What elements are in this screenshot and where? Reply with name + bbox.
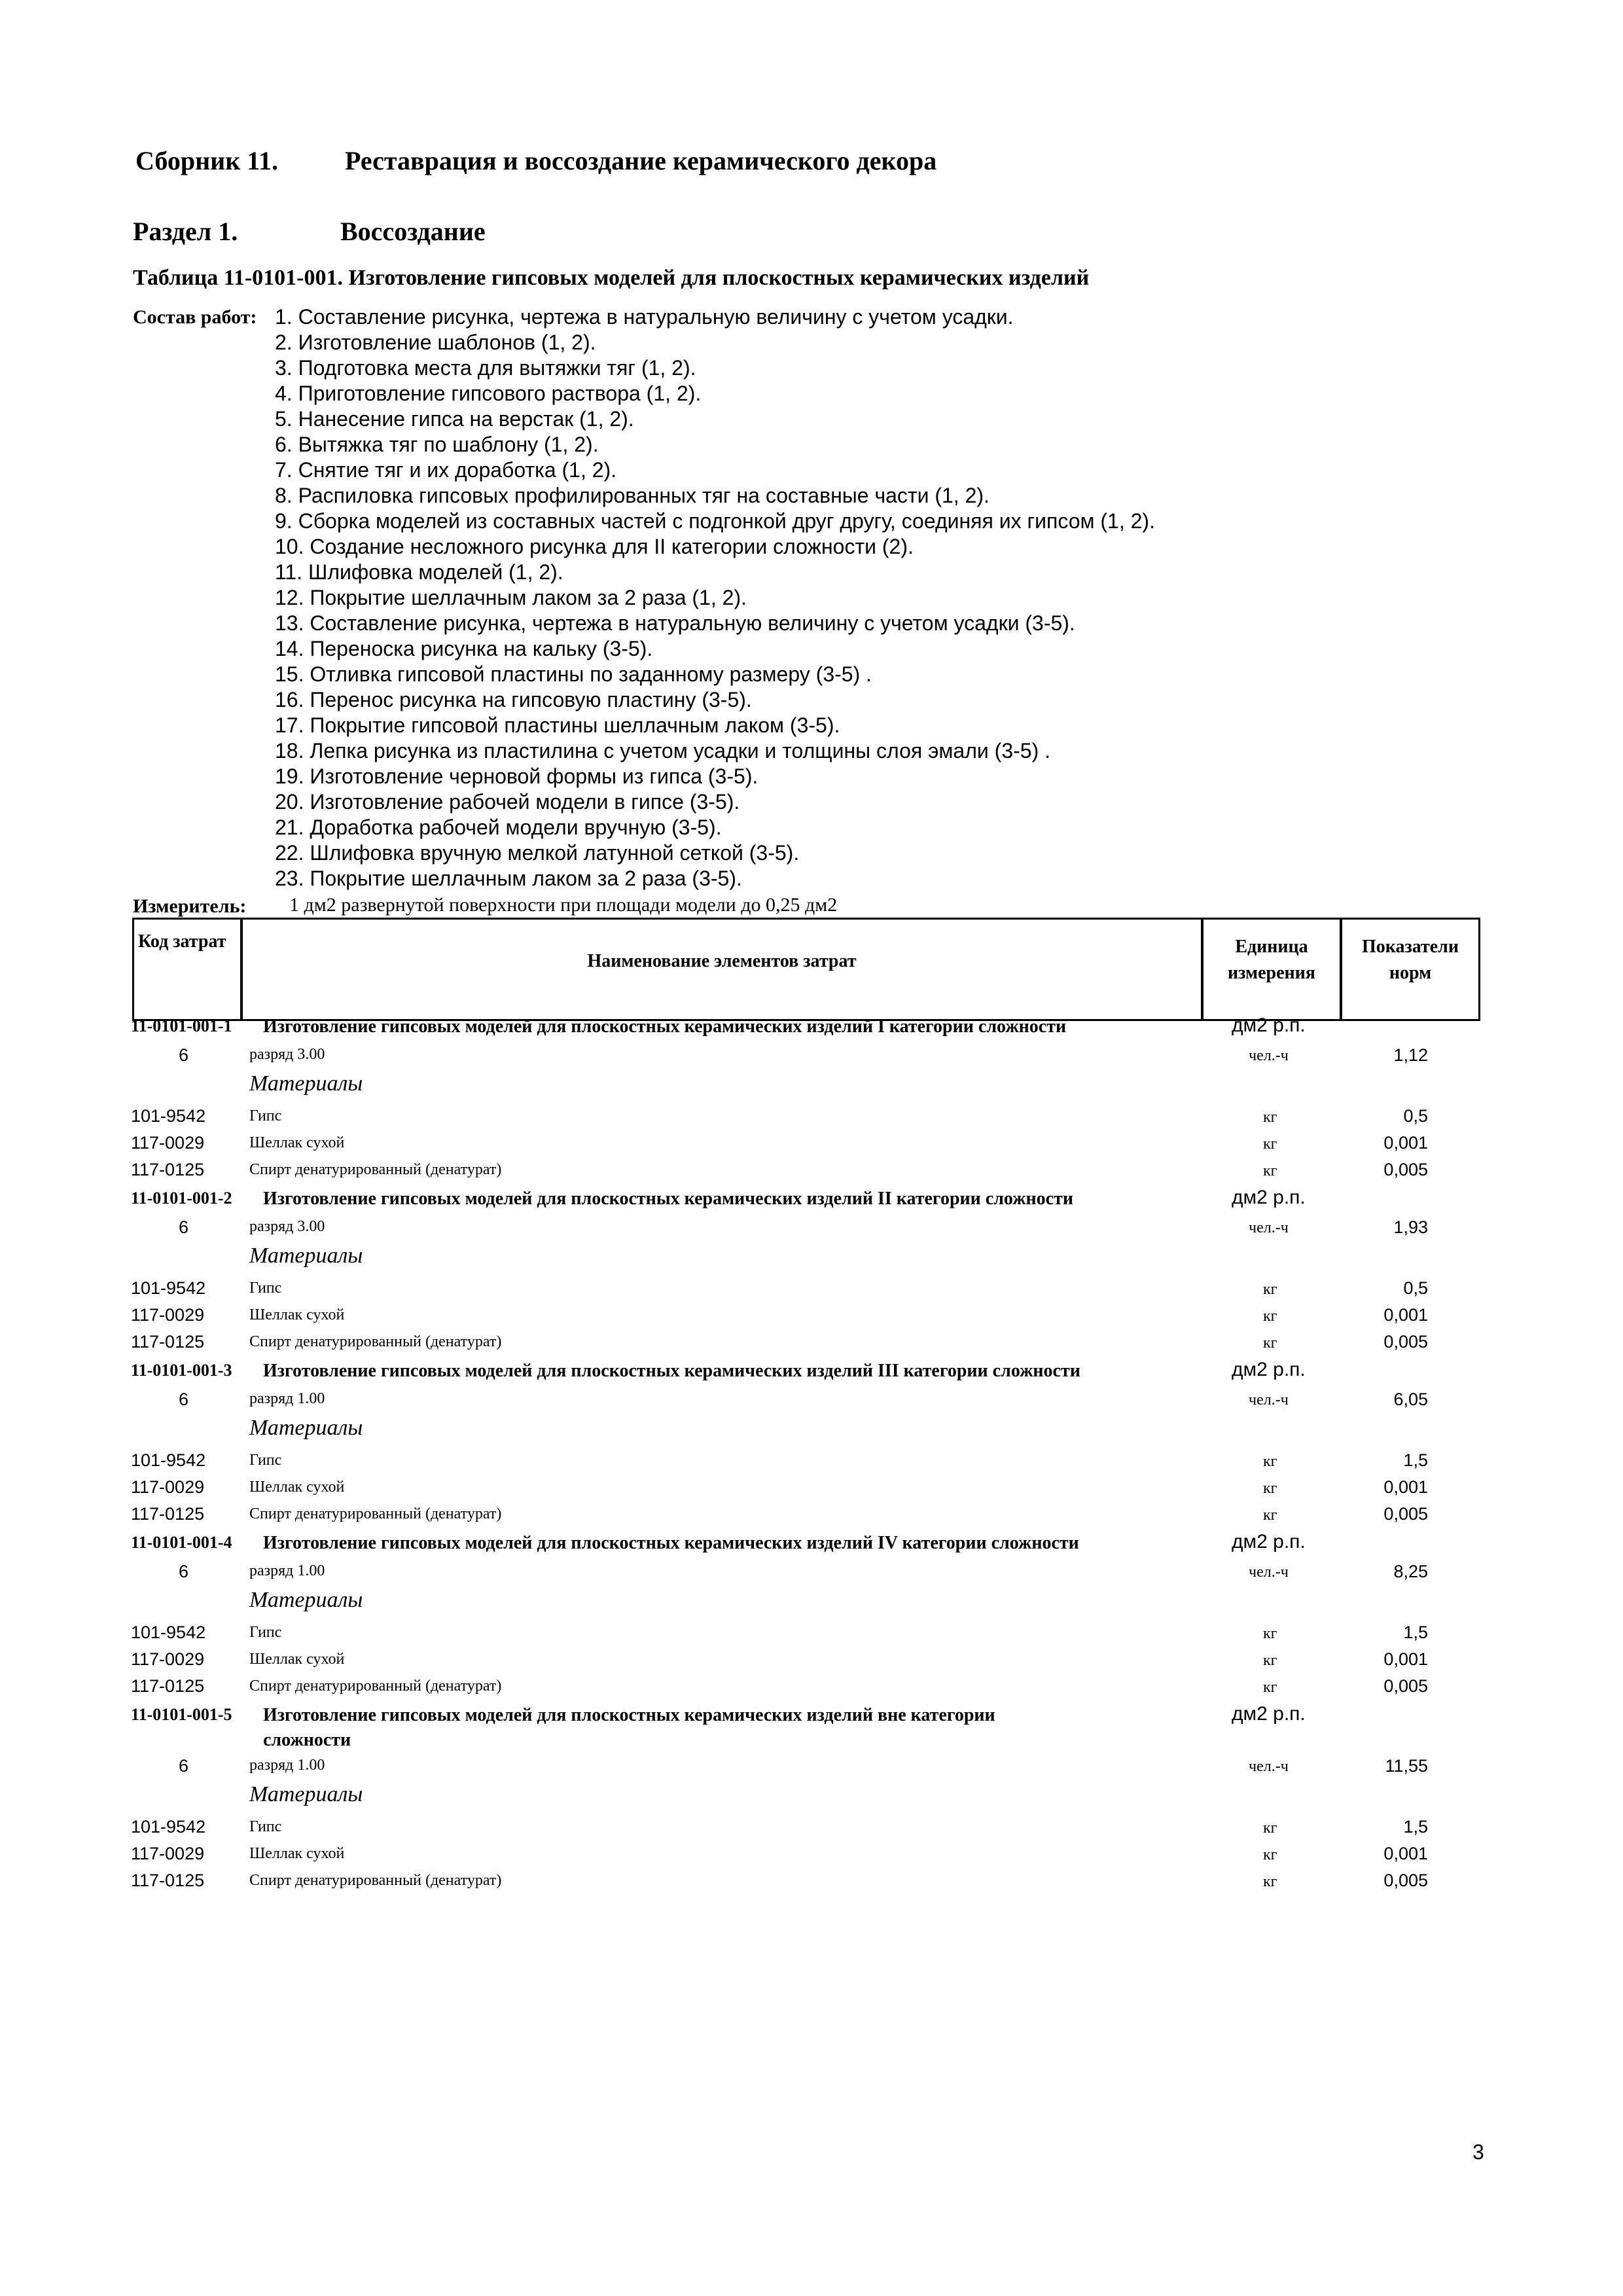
- work-item: 7. Снятие тяг и их доработка (1, 2).: [275, 458, 617, 482]
- labor-name: разряд 3.00: [249, 1046, 325, 1063]
- material-value: 0,001: [1383, 1844, 1428, 1863]
- work-item: 11. Шлифовка моделей (1, 2).: [275, 560, 563, 584]
- material-unit: кг: [1263, 1453, 1277, 1470]
- material-value: 0,005: [1383, 1871, 1428, 1890]
- material-value: 0,005: [1383, 1332, 1428, 1352]
- material-value: 0,005: [1383, 1160, 1428, 1179]
- material-code: 101-9542: [131, 1450, 206, 1470]
- work-item: 20. Изготовление рабочей модели в гипсе (3-5).: [275, 790, 740, 814]
- materials-label: Материалы: [249, 1588, 363, 1612]
- work-item: 6. Вытяжка тяг по шаблону (1, 2).: [275, 433, 599, 456]
- work-item: 4. Приготовление гипсового раствора (1, 2).: [275, 382, 702, 405]
- labor-value: 6,05: [1393, 1390, 1428, 1409]
- header-cell-unit: [1202, 918, 1342, 1021]
- labor-unit: чел.-ч: [1249, 1219, 1289, 1236]
- material-unit: кг: [1263, 1281, 1277, 1298]
- material-name: Шеллак сухой: [249, 1134, 345, 1151]
- material-value: 0,001: [1383, 1477, 1428, 1497]
- labor-name: разряд 1.00: [249, 1757, 325, 1774]
- cost-code: 11-0101-001-1: [131, 1016, 232, 1035]
- work-item: 15. Отливка гипсовой пластины по заданному размеру (3-5) .: [275, 662, 872, 686]
- labor-code: 6: [179, 1562, 189, 1581]
- material-code: 117-0125: [131, 1676, 205, 1696]
- labor-code: 6: [179, 1045, 189, 1065]
- header-cell-code: [132, 918, 242, 1021]
- materials-label: Материалы: [249, 1071, 363, 1096]
- material-value: 1,5: [1403, 1623, 1428, 1642]
- cost-unit: дм2 р.п.: [1232, 1359, 1306, 1380]
- labor-code: 6: [179, 1217, 189, 1237]
- cost-title: Изготовление гипсовых моделей для плоскостных керамических изделий II категории сложности: [263, 1189, 1073, 1209]
- work-item: 1. Составление рисунка, чертежа в натуральную величину с учетом усадки.: [275, 305, 1014, 329]
- labor-value: 1,12: [1393, 1045, 1428, 1065]
- work-item: 9. Сборка моделей из составных частей с подгонкой друг другу, соединяя их гипсом (1, 2).: [275, 509, 1155, 533]
- material-unit: кг: [1263, 1507, 1277, 1524]
- material-name: Гипс: [249, 1280, 282, 1297]
- material-unit: кг: [1263, 1679, 1277, 1696]
- material-unit: кг: [1263, 1480, 1277, 1497]
- material-unit: кг: [1263, 1652, 1277, 1669]
- material-unit: кг: [1263, 1335, 1277, 1352]
- work-item: 2. Изготовление шаблонов (1, 2).: [275, 331, 596, 354]
- header-cell-norm: [1340, 918, 1480, 1021]
- material-unit: кг: [1263, 1625, 1277, 1642]
- cost-unit: дм2 р.п.: [1232, 1187, 1306, 1208]
- material-name: Спирт денатурированный (денатурат): [249, 1333, 502, 1350]
- labor-value: 8,25: [1393, 1562, 1428, 1581]
- work-item: 17. Покрытие гипсовой пластины шеллачным лаком (3-5).: [275, 713, 840, 737]
- labor-unit: чел.-ч: [1249, 1758, 1289, 1775]
- material-value: 1,5: [1403, 1817, 1428, 1837]
- work-item: 21. Доработка рабочей модели вручную (3-5).: [275, 816, 722, 839]
- material-code: 117-0125: [131, 1504, 205, 1524]
- work-item: 8. Распиловка гипсовых профилированных тяг на составные части (1, 2).: [275, 484, 990, 507]
- material-unit: кг: [1263, 1820, 1277, 1837]
- collection-label: Сборник 11.: [135, 146, 279, 175]
- measure-label: Измеритель:: [133, 895, 247, 917]
- material-name: Спирт денатурированный (денатурат): [249, 1161, 502, 1178]
- work-item: 23. Покрытие шеллачным лаком за 2 раза (3-5).: [275, 867, 742, 890]
- work-item: 19. Изготовление черновой формы из гипса (3-5).: [275, 764, 758, 788]
- cost-unit: дм2 р.п.: [1232, 1703, 1306, 1725]
- section-title: Воссоздание: [340, 217, 486, 246]
- work-item: 13. Составление рисунка, чертежа в натуральную величину с учетом усадки (3-5).: [275, 611, 1075, 635]
- header-unit-1: Единица: [1235, 937, 1308, 957]
- cost-title: Изготовление гипсовых моделей для плоскостных керамических изделий I категории сложности: [263, 1016, 1067, 1037]
- material-name: Шеллак сухой: [249, 1306, 345, 1323]
- header-unit-2: измерения: [1228, 963, 1315, 983]
- material-name: Спирт денатурированный (денатурат): [249, 1505, 502, 1522]
- material-code: 101-9542: [131, 1278, 206, 1298]
- material-value: 0,005: [1383, 1676, 1428, 1696]
- material-name: Шеллак сухой: [249, 1651, 345, 1668]
- material-code: 117-0029: [131, 1844, 205, 1863]
- cost-title: Изготовление гипсовых моделей для плоскостных керамических изделий III категории сложности: [263, 1361, 1080, 1381]
- labor-unit: чел.-ч: [1249, 1564, 1289, 1581]
- material-unit: кг: [1263, 1109, 1277, 1126]
- material-value: 0,5: [1403, 1106, 1428, 1126]
- labor-value: 1,93: [1393, 1217, 1428, 1237]
- material-unit: кг: [1263, 1308, 1277, 1325]
- material-value: 0,005: [1383, 1504, 1428, 1524]
- material-unit: кг: [1263, 1162, 1277, 1179]
- labor-code: 6: [179, 1756, 189, 1776]
- material-name: Гипс: [249, 1452, 282, 1469]
- work-item: 18. Лепка рисунка из пластилина с учетом усадки и толщины слоя эмали (3-5) .: [275, 739, 1050, 762]
- work-item: 10. Создание несложного рисунка для II категории сложности (2).: [275, 535, 914, 558]
- collection-title: Реставрация и воссоздание керамического декора: [345, 146, 937, 175]
- material-name: Шеллак сухой: [249, 1479, 345, 1496]
- material-name: Шеллак сухой: [249, 1845, 345, 1862]
- material-code: 117-0125: [131, 1332, 205, 1352]
- cost-unit: дм2 р.п.: [1232, 1531, 1306, 1552]
- table-title: Таблица 11-0101-001. Изготовление гипсовых моделей для плоскостных керамических изделий: [133, 266, 1090, 290]
- material-unit: кг: [1263, 1873, 1277, 1890]
- cost-title: Изготовление гипсовых моделей для плоскостных керамических изделий вне категории: [263, 1705, 995, 1725]
- work-label: Состав работ:: [133, 306, 257, 328]
- cost-code: 11-0101-001-2: [131, 1189, 232, 1208]
- header-norm-2: норм: [1389, 963, 1432, 983]
- header-norm-1: Показатели: [1361, 937, 1459, 957]
- page-number: 3: [1472, 2140, 1484, 2164]
- measure-value: 1 дм2 развернутой поверхности при площади модели до 0,25 дм2: [289, 894, 838, 916]
- section-label: Раздел 1.: [133, 217, 238, 246]
- work-item: 3. Подготовка места для вытяжки тяг (1, 2).: [275, 356, 696, 380]
- material-code: 117-0125: [131, 1871, 205, 1890]
- materials-label: Материалы: [249, 1244, 363, 1268]
- labor-name: разряд 1.00: [249, 1390, 325, 1407]
- work-item: 12. Покрытие шеллачным лаком за 2 раза (1, 2).: [275, 586, 747, 609]
- cost-unit: дм2 р.п.: [1232, 1014, 1306, 1036]
- cost-title-cont: сложности: [263, 1730, 351, 1750]
- material-code: 101-9542: [131, 1623, 206, 1642]
- material-value: 0,001: [1383, 1133, 1428, 1153]
- materials-label: Материалы: [249, 1782, 363, 1806]
- header-name: Наименование элементов затрат: [587, 951, 857, 971]
- labor-unit: чел.-ч: [1249, 1391, 1289, 1408]
- labor-name: разряд 3.00: [249, 1218, 325, 1235]
- material-unit: кг: [1263, 1846, 1277, 1863]
- cost-code: 11-0101-001-5: [131, 1705, 232, 1724]
- header-code: Код затрат: [138, 931, 226, 952]
- work-item: 22. Шлифовка вручную мелкой латунной сеткой (3-5).: [275, 841, 800, 865]
- labor-code: 6: [179, 1390, 189, 1409]
- header-cell-name: [241, 918, 1203, 1021]
- labor-value: 11,55: [1385, 1756, 1428, 1776]
- material-value: 0,5: [1403, 1278, 1428, 1298]
- material-value: 1,5: [1403, 1450, 1428, 1470]
- material-unit: кг: [1263, 1136, 1277, 1153]
- material-code: 117-0029: [131, 1477, 205, 1497]
- material-name: Гипс: [249, 1624, 282, 1641]
- work-item: 5. Нанесение гипса на верстак (1, 2).: [275, 407, 634, 431]
- material-code: 101-9542: [131, 1817, 206, 1837]
- material-value: 0,001: [1383, 1649, 1428, 1669]
- material-name: Спирт денатурированный (денатурат): [249, 1872, 502, 1889]
- material-name: Гипс: [249, 1107, 282, 1124]
- material-code: 117-0125: [131, 1160, 205, 1179]
- material-code: 117-0029: [131, 1133, 205, 1153]
- labor-unit: чел.-ч: [1249, 1047, 1289, 1064]
- material-code: 117-0029: [131, 1305, 205, 1325]
- work-item: 14. Переноска рисунка на кальку (3-5).: [275, 637, 653, 660]
- cost-title: Изготовление гипсовых моделей для плоскостных керамических изделий IV категории сложности: [263, 1533, 1079, 1553]
- material-code: 101-9542: [131, 1106, 206, 1126]
- material-name: Спирт денатурированный (денатурат): [249, 1677, 502, 1695]
- work-item: 16. Перенос рисунка на гипсовую пластину (3-5).: [275, 688, 752, 711]
- labor-name: разряд 1.00: [249, 1562, 325, 1579]
- material-value: 0,001: [1383, 1305, 1428, 1325]
- material-code: 117-0029: [131, 1649, 205, 1669]
- cost-code: 11-0101-001-4: [131, 1533, 232, 1552]
- cost-code: 11-0101-001-3: [131, 1361, 232, 1380]
- materials-label: Материалы: [249, 1416, 363, 1440]
- material-name: Гипс: [249, 1818, 282, 1835]
